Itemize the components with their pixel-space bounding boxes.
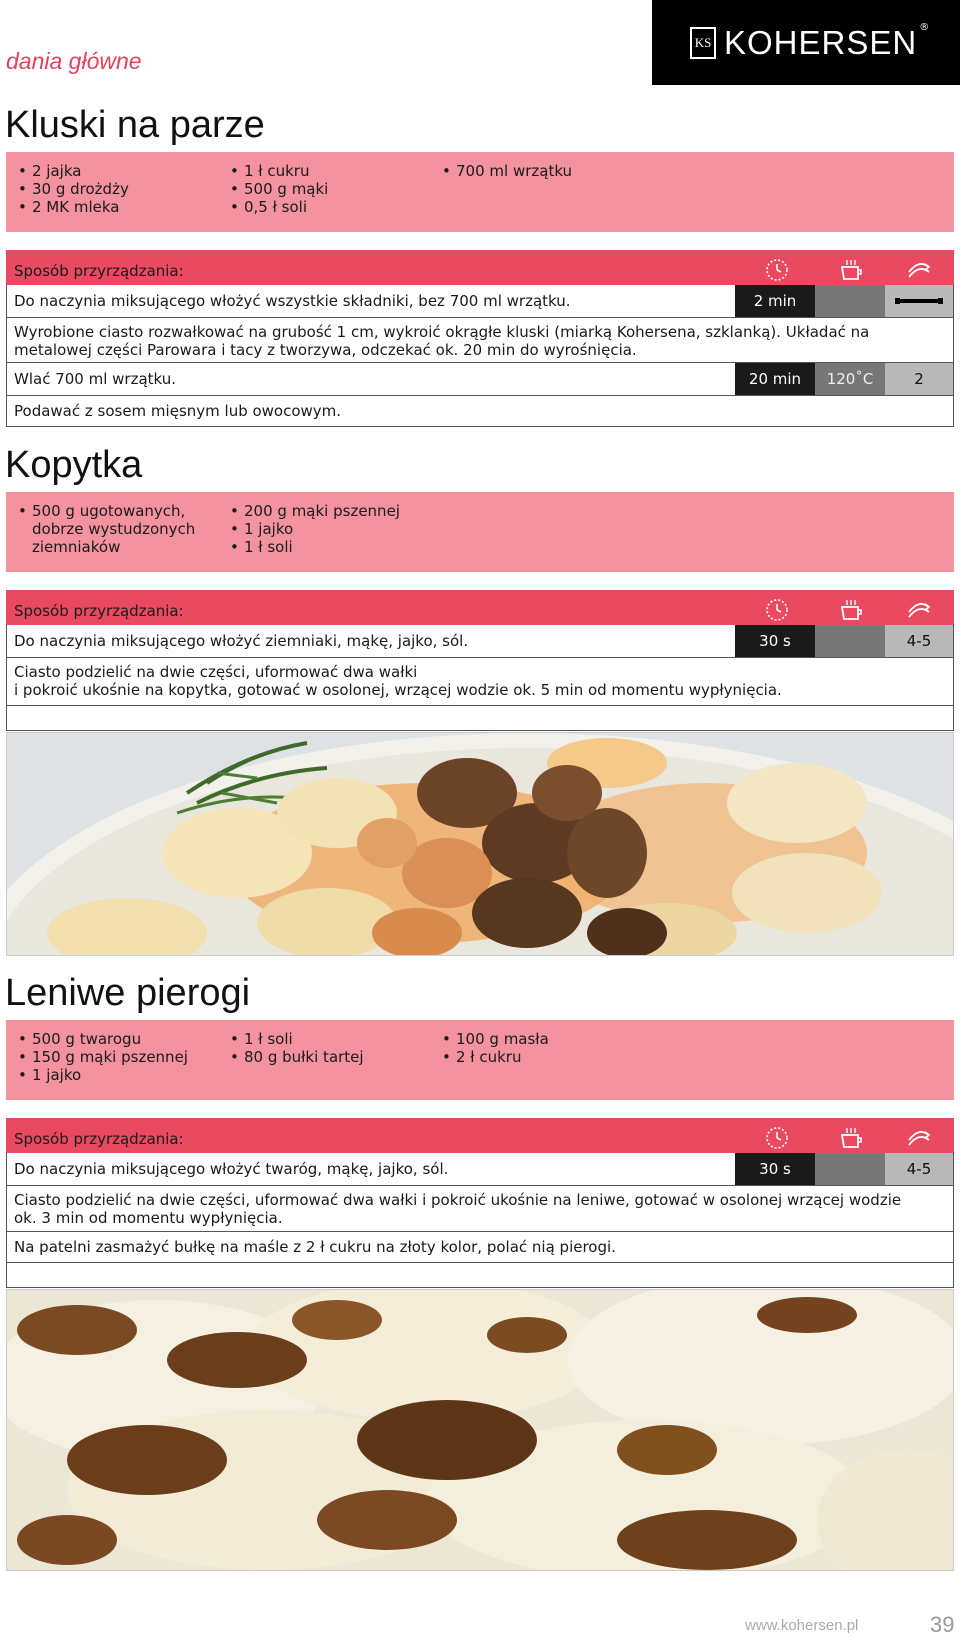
method-step [6, 396, 954, 427]
temperature-pot-icon [838, 597, 864, 623]
method-label: Sposób przyrządzania: [14, 1130, 184, 1148]
method-step [6, 1232, 954, 1263]
ingredient: • 1 ł soli [228, 1030, 364, 1048]
leniwe-photo-image [7, 1290, 954, 1571]
kneading-blade-icon [895, 296, 943, 306]
timer-icon [764, 1125, 790, 1151]
method-header [6, 1118, 954, 1153]
method-step [6, 625, 954, 658]
method-header [6, 250, 954, 285]
method-label: Sposób przyrządzania: [14, 262, 184, 280]
ingredient-list [440, 162, 572, 180]
step-text: Wlać 700 ml wrzątku. [14, 370, 177, 388]
step-time: 20 min [735, 363, 815, 395]
step-temperature [815, 625, 885, 657]
recipe-title: Kluski na parze [5, 104, 265, 146]
ingredient: • 500 g ugotowanych, dobrze wystudzonych ziemniaków [16, 502, 201, 556]
page-number: 39 [930, 1612, 955, 1637]
timer-icon [764, 597, 790, 623]
step-speed [885, 285, 953, 317]
ingredient: • 0,5 ł soli [228, 198, 328, 216]
step-text: Podawać z sosem mięsnym lub owocowym. [14, 402, 342, 420]
step-temperature [815, 285, 885, 317]
step-speed: 4-5 [885, 625, 953, 657]
method-step [6, 1153, 954, 1186]
step-time: 2 min [735, 285, 815, 317]
step-text: Do naczynia miksującego włożyć ziemniaki, mąkę, jajko, sól. [14, 632, 469, 650]
method-step [6, 1263, 954, 1288]
ingredient-list [440, 1030, 549, 1066]
step-text: Do naczynia miksującego włożyć twaróg, mąkę, jajko, sól. [14, 1160, 449, 1178]
ingredient: • 80 g bułki tartej [228, 1048, 364, 1066]
method-step [6, 706, 954, 731]
ingredients-box [6, 492, 954, 572]
food-photo-kopytka [6, 732, 954, 956]
temperature-pot-icon [838, 1125, 864, 1151]
ingredient: • 500 g twarogu [16, 1030, 188, 1048]
step-time: 30 s [735, 1153, 815, 1185]
temperature-pot-icon [838, 257, 864, 283]
ingredient-list [16, 1030, 188, 1084]
method-step [6, 318, 954, 363]
method-step [6, 363, 954, 396]
registered-mark: ® [919, 22, 930, 33]
ingredient: • 100 g masła [440, 1030, 549, 1048]
method-step [6, 658, 954, 706]
ingredient-list [228, 502, 400, 556]
step-speed: 4-5 [885, 1153, 953, 1185]
speed-icon [906, 597, 932, 623]
step-temperature: 120˚C [815, 363, 885, 395]
ingredient: • 1 ł cukru [228, 162, 328, 180]
category-label: dania główne [6, 48, 142, 74]
step-text: Na patelni zasmażyć bułkę na maśle z 2 ł cukru na złoty kolor, polać nią pierogi. [14, 1238, 616, 1256]
step-text: Do naczynia miksującego włożyć wszystkie składniki, bez 700 ml wrzątku. [14, 292, 571, 310]
step-temperature [815, 1153, 885, 1185]
ingredient: • 2 jajka [16, 162, 129, 180]
food-photo-leniwe [6, 1289, 954, 1571]
ingredient-list [16, 162, 129, 216]
ingredient: • 1 ł soli [228, 538, 400, 556]
recipe-title: Kopytka [5, 444, 143, 486]
ingredient-list [16, 502, 201, 556]
step-text: Wyrobione ciasto rozwałkować na grubość 1 cm, wykroić okrągłe kluski (miarką Kohersena, szklanką). Układać na metalowej części Parowara i tacy z tworzywa, odczekać ok. 20 min do wyrośnięcia. [14, 323, 870, 359]
brand-mark-icon: KS [690, 27, 716, 59]
brand-name: KOHERSEN [724, 23, 918, 61]
ingredient: • 700 ml wrzątku [440, 162, 572, 180]
brand-logo [652, 0, 960, 85]
ingredient: • 500 g mąki [228, 180, 328, 198]
method-step [6, 1186, 954, 1232]
ingredient: • 1 jajko [228, 520, 400, 538]
recipe-title: Leniwe pierogi [5, 972, 251, 1014]
ingredients-box [6, 152, 954, 232]
ingredients-box [6, 1020, 954, 1100]
method-step [6, 285, 954, 318]
step-text: Ciasto podzielić na dwie części, uformować dwa wałki i pokroić ukośnie na kopytka, gotować w osolonej, wrzącej wodzie ok. 5 min od momentu wypłynięcia. [14, 663, 782, 699]
ingredient: • 30 g drożdży [16, 180, 129, 198]
timer-icon [764, 257, 790, 283]
speed-icon [906, 257, 932, 283]
kopytka-photo-image [7, 733, 954, 956]
ingredient: • 2 ł cukru [440, 1048, 549, 1066]
step-speed: 2 [885, 363, 953, 395]
ingredient-list [228, 1030, 364, 1066]
ingredient: • 200 g mąki pszennej [228, 502, 400, 520]
ingredient-list [228, 162, 328, 216]
ingredient: • 2 MK mleka [16, 198, 129, 216]
step-time: 30 s [735, 625, 815, 657]
footer-url[interactable]: www.kohersen.pl [745, 1617, 859, 1634]
speed-icon [906, 1125, 932, 1151]
method-header [6, 590, 954, 625]
method-label: Sposób przyrządzania: [14, 602, 184, 620]
ingredient: • 150 g mąki pszennej [16, 1048, 188, 1066]
ingredient: • 1 jajko [16, 1066, 188, 1084]
step-text: Ciasto podzielić na dwie części, uformować dwa wałki i pokroić ukośnie na leniwe, gotować w osolonej wrzącej wodzie ok. 3 min od momentu wypłynięcia. [14, 1191, 902, 1227]
